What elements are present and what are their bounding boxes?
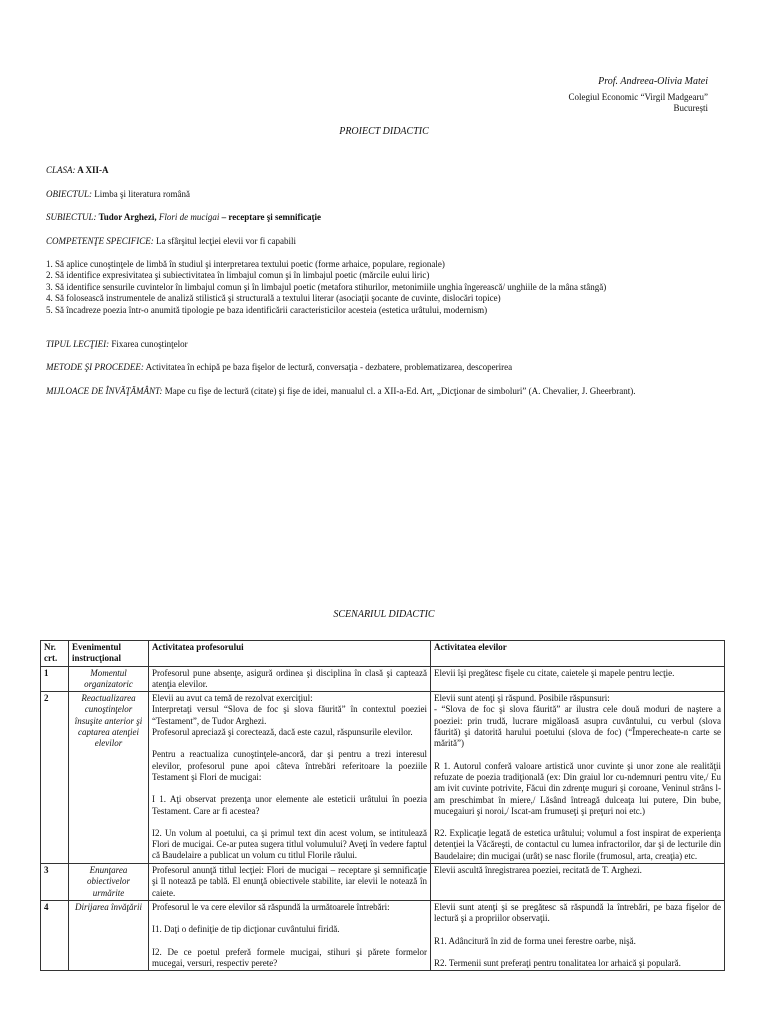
subiectul-author: Tudor Arghezi,	[96, 212, 157, 222]
row-teacher-activity	[149, 692, 431, 864]
activity-paragraph	[434, 947, 721, 958]
activity-paragraph	[152, 936, 427, 947]
activity-paragraph	[152, 738, 427, 749]
tip-value: Fixarea cunoştinţelor	[109, 339, 188, 349]
document-title: PROIECT DIDACTIC	[339, 126, 429, 137]
activity-paragraph: - “Slova de foc şi slova făurită” ar ilustra cele două moduri de naştere a poeziei: prin trudă, lucrare migăloasă asupra cuvântului, cu verbul (slova făurită) şi datorită harului poetului (slova de foc) (“Împerecheate-n carte se mărită”)	[434, 704, 721, 749]
field-mijloace	[46, 386, 736, 397]
activity-paragraph: I1. Daţi o definiţie de tip dicţionar cuvântului firidă.	[152, 924, 340, 935]
activity-paragraph: Pentru a reactualiza cunoştinţele-ancoră, dar şi pentru a trezi interesul elevilor, profesorul pune apoi câteva întrebări referitoare la poeziile Testament şi Flori de mucigai:	[152, 749, 427, 782]
subiectul-work: Flori de mucigai	[156, 212, 220, 222]
activity-paragraph: I2. Un volum al poetului, ca şi primul text din acest volum, se intitulează Flori de mucigai. Ce-ar putea sugera titlul volumului? Aveţi în vedere faptul că Baudelaire a publicat un volum cu titlul Florile răului.	[152, 827, 427, 861]
table-row	[41, 900, 725, 970]
activity-paragraph: Elevii sunt atenţi şi răspund. Posibile răspunsuri:	[434, 693, 610, 704]
obiectul-value: Limba şi literatura română	[92, 189, 190, 199]
header-event: Evenimentul instrucţional	[69, 641, 149, 667]
row-number: 4	[41, 900, 69, 970]
field-metode	[46, 362, 736, 373]
row-student-activity	[431, 666, 725, 692]
subiectul-rest: – receptare şi semnificaţie	[219, 212, 322, 222]
scenario-title: SCENARIUL DIDACTIC	[333, 609, 435, 620]
row-number: 1	[41, 666, 69, 692]
field-clasa	[46, 165, 736, 176]
field-competente	[46, 236, 736, 247]
activity-paragraph: Interpretaţi versul “Slova de foc şi slova făurită” în contextul poeziei “Testament”, de Tudor Arghezi.	[152, 704, 427, 726]
scenario-table	[40, 640, 725, 971]
activity-paragraph: Profesorul apreciază şi corectează, dacă este cazul, răspunsurile elevilor.	[152, 727, 413, 738]
table-header-row	[41, 641, 725, 667]
competente-value: La sfârşitul lecţiei elevii vor fi capabili	[153, 236, 296, 246]
row-number: 3	[41, 864, 69, 901]
field-subiectul	[46, 212, 736, 223]
school-city: București	[673, 102, 708, 113]
competence-item: 3. Să identifice sensurile cuvintelor în limbajul comun şi în limbajul poetic (metafora stihurilor, metonimiile unghia îngerească/ unghiile de la mâna stângă)	[46, 281, 607, 292]
activity-paragraph: I2. De ce poetul preferă formele mucigai, stihuri şi părete formelor mucegai, versuri, respectiv perete?	[152, 946, 427, 968]
clasa-label: CLASA:	[46, 165, 76, 175]
activity-paragraph: Profesorul anunţă titlul lecţiei: Flori de mucigai – receptare şi semnificaţie şi îl notează pe tablă. El enunţă obiectivele stabilite, iar elevii le notează în caiete.	[152, 865, 427, 898]
activity-paragraph: Elevii sunt atenţi şi se pregătesc să răspundă la întrebări, pe baza fişelor de lectură şi a propriilor observaţii.	[434, 901, 721, 924]
row-event: Momentul organizatoric	[69, 666, 149, 692]
row-event: Enunţarea obiectivelor urmărite	[69, 864, 149, 901]
table-body	[41, 666, 725, 971]
competence-list	[46, 259, 736, 316]
header-nr: Nr. crt.	[41, 641, 69, 667]
activity-paragraph: R1. Adâncitură în zid de forma unei ferestre oarbe, nişă.	[434, 935, 636, 946]
competente-label: COMPETENŢE SPECIFICE:	[46, 236, 154, 246]
row-student-activity	[431, 692, 725, 864]
activity-paragraph	[152, 913, 427, 924]
table-row	[41, 864, 725, 901]
activity-paragraph: Elevii ascultă înregistrarea poeziei, recitată de T. Arghezi.	[434, 865, 642, 876]
activity-paragraph: R2. Termenii sunt preferaţi pentru tonalitatea lor arhaică şi populară.	[434, 957, 681, 968]
header-elevi: Activitatea elevilor	[431, 641, 725, 667]
row-event: Dirijarea învăţării	[69, 900, 149, 970]
competence-item: 4. Să folosească instrumentele de analiză stilistică şi structurală a textului literar (asociaţii şocante de cuvinte, dislocări topice)	[46, 293, 501, 304]
activity-paragraph: Profesorul le va cere elevilor să răspundă la următoarele întrebări:	[152, 901, 390, 912]
row-event: Reactualizarea cunoştinţelor însuşite anterior şi captarea atenţiei elevilor	[69, 692, 149, 864]
activity-paragraph: Profesorul pune absenţe, asigură ordinea şi disciplina în clasă şi captează atenţia elevilor.	[152, 667, 427, 689]
obiectul-label: OBIECTUL:	[46, 189, 93, 199]
clasa-value: A XII-A	[75, 165, 109, 175]
tip-label: TIPUL LECŢIEI:	[46, 339, 110, 349]
table-row	[41, 666, 725, 692]
competence-item: 2. Să identifice expresivitatea şi subiectivitatea în limbajul comun şi în limbajul poetic (mărcile eului liric)	[46, 270, 430, 281]
field-tip-lectie	[46, 339, 736, 350]
row-student-activity	[431, 864, 725, 901]
subiectul-label: SUBIECTUL:	[46, 212, 97, 222]
row-teacher-activity	[149, 666, 431, 692]
row-student-activity	[431, 900, 725, 970]
author-name: Prof. Andreea-Olivia Matei	[598, 76, 708, 87]
activity-paragraph	[434, 817, 721, 828]
metode-value: Activitatea în echipă pe baza fişelor de lectură, conversaţia - dezbatere, problematizarea, descoperirea	[143, 362, 513, 372]
activity-paragraph	[434, 750, 721, 761]
metode-label: METODE ŞI PROCEDEE:	[46, 362, 144, 372]
competence-item: 1. Să aplice cunoştinţele de limbă în studiul şi interpretarea textului poetic (forme arhaice, populare, regionale)	[46, 259, 445, 269]
activity-paragraph	[152, 817, 427, 828]
school-block	[568, 92, 708, 113]
row-teacher-activity	[149, 900, 431, 970]
mijloace-value: Mape cu fişe de lectură (citate) şi fişe de idei, manualul cl. a XII-a-Ed. Art, „Dicţionar de simboluri” (A. Chevalier, J. Gheerbrant).	[162, 386, 636, 396]
activity-paragraph: R2. Explicaţie legată de estetica urâtului; volumul a fost inspirat de experienţa detenţiei la Văcăreşti, de contactul cu lumea infractorilor, dar şi de lecturile din Baudelaire; din mucigai (urât) se nasc florile (frumosul, arta, creaţia) etc.	[434, 828, 721, 861]
activity-paragraph	[152, 783, 427, 794]
activity-paragraph: I 1. Aţi observat prezenţa unor elemente ale esteticii urâtului în poezia Testament. Care ar fi acestea?	[152, 794, 427, 816]
activity-paragraph: R 1. Autorul conferă valoare artistică unor cuvinte şi unor zone ale realităţii refuzate de poezia tradiţională (ex: Din graiul lor cu-ndemnuri pentru vite,/ Eu am ivit cuvinte potrivite, Făcui din zdrenţe muguri şi coroane, Veninul strâns l-am preschimbat în miere,/ Lăsând întreagă dulceaţa lui putere, Din bube, mucegaiuri şi noroi,/ Iscat-am frumuseţi şi preţuri noi etc.)	[434, 760, 721, 816]
field-obiectul	[46, 189, 736, 200]
row-number: 2	[41, 692, 69, 864]
mijloace-label: MIJLOACE DE ÎNVĂŢĂMÂNT:	[46, 386, 163, 396]
row-teacher-activity	[149, 864, 431, 901]
header-prof: Activitatea profesorului	[149, 641, 431, 667]
competence-item: 5. Să încadreze poezia într-o anumită tipologie pe baza identificării caracteristicilor acesteia (estetica urâtului, modernism)	[46, 304, 488, 315]
table-row	[41, 692, 725, 864]
activity-paragraph: Elevii îşi pregătesc fişele cu citate, caietele şi mapele pentru lecţie.	[434, 667, 675, 678]
activity-paragraph	[434, 925, 721, 936]
activity-paragraph: Elevii au avut ca temă de rezolvat exerciţiul:	[152, 693, 313, 704]
school-name: Colegiul Economic “Virgil Madgearu”	[568, 92, 708, 102]
